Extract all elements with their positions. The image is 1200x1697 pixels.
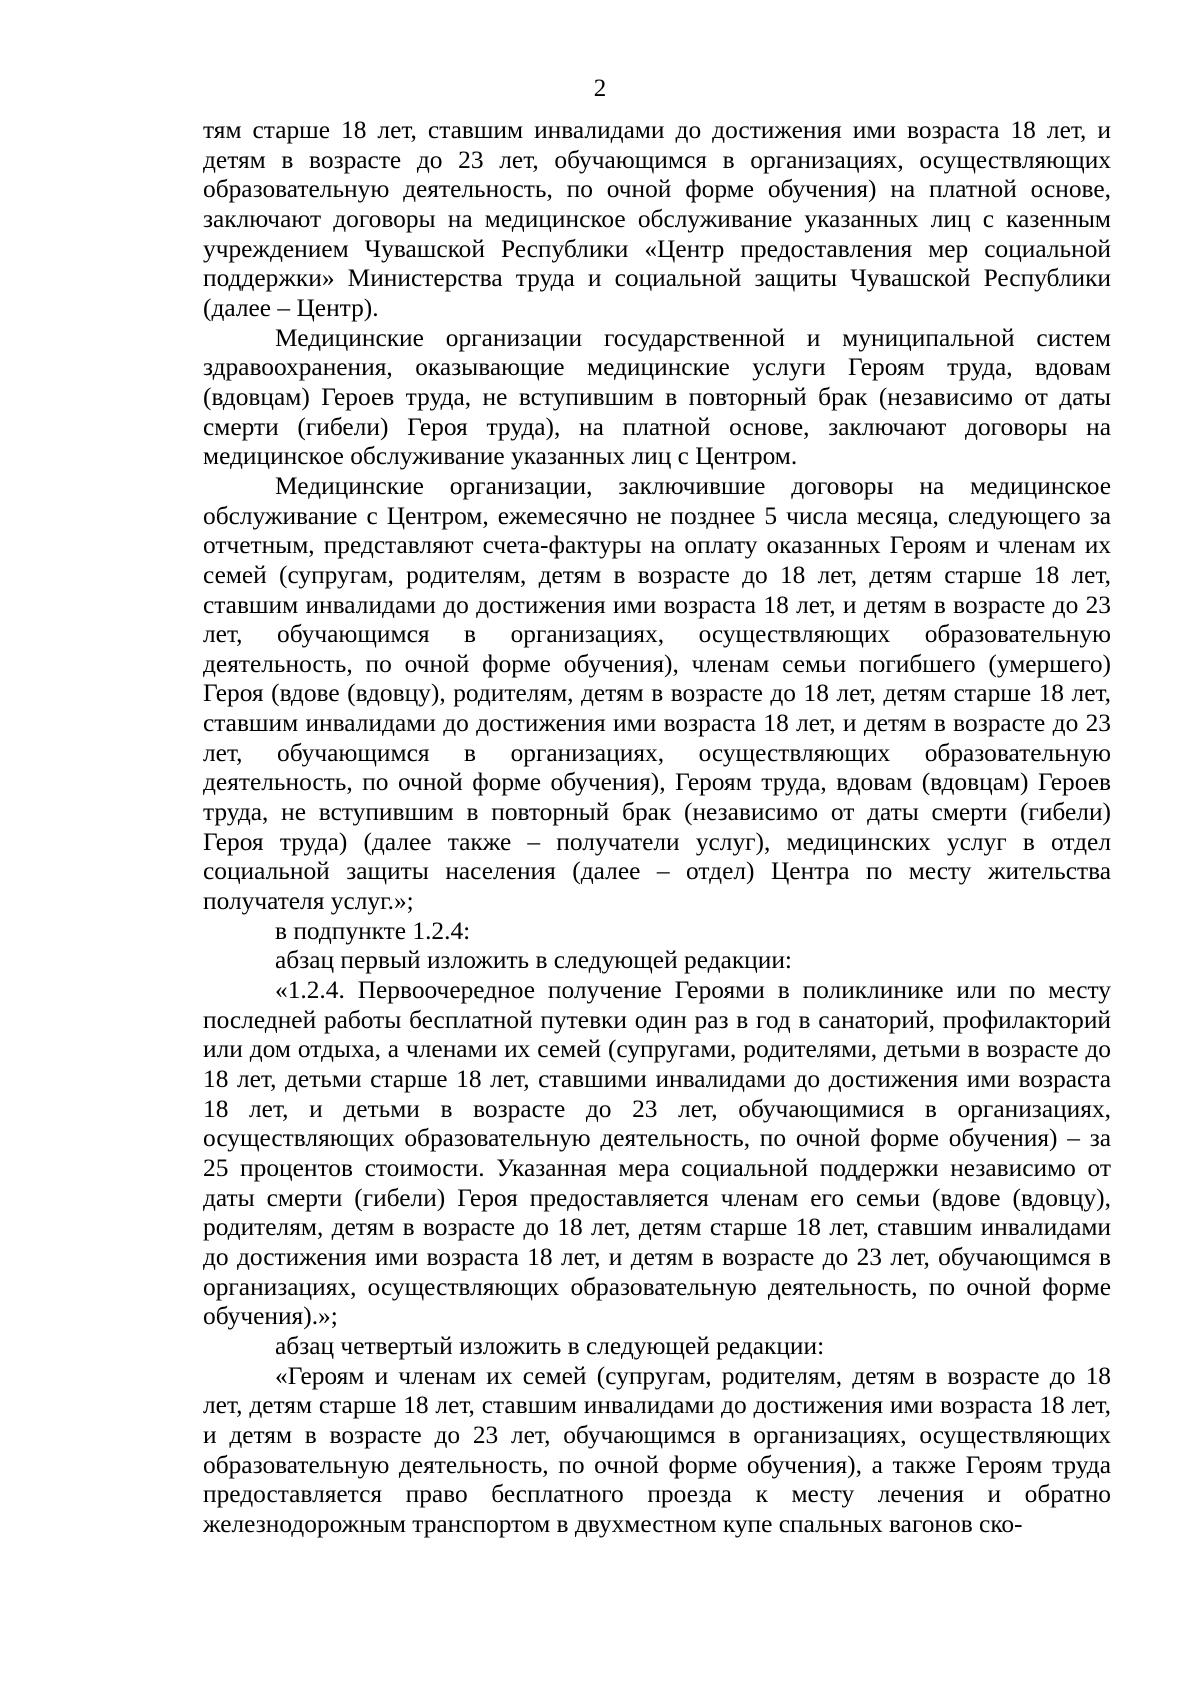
paragraph-first-amend: абзац первый изложить в следующей редакции:	[275, 946, 792, 975]
paragraph-clause-1-2-4: «1.2.4. Первоочередное получение Героями в поликлинике или по месту последней работы бесплатной путевки один раз в год в санаторий, профилакторий или дом отдыха, а членами их семей (супругами, родителями, детьми в возрасте до 18 лет, детьми старше 18 лет, ставшими инвалидами до достижения ими возраста 18 лет, и детьми в возрасте до 23 лет, обучающимися в организациях, осуществляющих образовательную деятельность, по очной форме обучения) – за 25 процентов стоимости. Указанная мера социальной поддержки независимо от даты смерти (гибели) Героя предоставляется членам его семьи (вдове (вдовцу), родителям, детям в возрасте до 18 лет, детям старше 18 лет, ставшим инвалидами до достижения ими возраста 18 лет, и детям в возрасте до 23 лет, обучающимся в организациях, осуществляющих образовательную деятельность, по очной форме обучения).»;	[203, 976, 1111, 1331]
page-number: 2	[593, 75, 607, 102]
paragraph-fourth-amend: абзац четвертый изложить в следующей редакции:	[275, 1331, 825, 1360]
document-body	[203, 116, 1111, 1540]
paragraph-continuation: тям старше 18 лет, ставшим инвалидами до достижения ими возраста 18 лет, и детям в возрасте до 23 лет, обучающимся в организациях, осуществляющих образовательную деятельность, по очной форме обучения) на платной основе, заключают договоры на медицинское обслуживание указанных лиц с казенным учреждением Чувашской Республики «Центр предоставления мер социальной поддержки» Министерства труда и социальной защиты Чувашской Республики (далее – Центр).	[203, 116, 1111, 322]
paragraph-medical-organizations: Медицинские организации государственной и муниципальной систем здравоохранения, оказывающие медицинские услуги Героям труда, вдовам (вдовцам) Героев труда, не вступившим в повторный брак (независимо от даты смерти (гибели) Героя труда), на платной основе, заключают договоры на медицинское обслуживание указанных лиц с Центром.	[203, 323, 1111, 471]
paragraph-invoices: Медицинские организации, заключившие договоры на медицинское обслуживание с Центром, ежемесячно не позднее 5 числа месяца, следующего за отчетным, представляют счета-фактуры на оплату оказанных Героям и членам их семей (супругам, родителям, детям в возрасте до 18 лет, детям старше 18 лет, ставшим инвалидами до достижения ими возраста 18 лет, и детям в возрасте до 23 лет, обучающимся в организациях, осуществляющих образовательную деятельность, по очной форме обучения), членам семьи погибшего (умершего) Героя (вдове (вдовцу), родителям, детям в возрасте до 18 лет, детям старше 18 лет, ставшим инвалидами до достижения ими возраста 18 лет, и детям в возрасте до 23 лет, обучающимся в организациях, осуществляющих образовательную деятельность, по очной форме обучения), Героям труда, вдовам (вдовцам) Героев труда, не вступившим в повторный брак (независимо от даты смерти (гибели) Героя труда) (далее также – получатели услуг), медицинских услуг в отдел социальной защиты населения (далее – отдел) Центра по месту жительства получателя услуг.»;	[203, 471, 1111, 916]
paragraph-free-travel: «Героям и членам их семей (супругам, родителям, детям в возрасте до 18 лет, детям старше 18 лет, ставшим инвалидами до достижения ими возраста 18 лет, и детям в возрасте до 23 лет, обучающимся в организациях, осуществляющих образовательную деятельность, по очной форме обучения), а также Героям труда предоставляется право бесплатного проезда к месту лечения и обратно железнодорожным транспортом в двухместном купе спальных вагонов ско-	[203, 1361, 1111, 1538]
paragraph-subclause-ref: в подпункте 1.2.4:	[275, 916, 471, 945]
